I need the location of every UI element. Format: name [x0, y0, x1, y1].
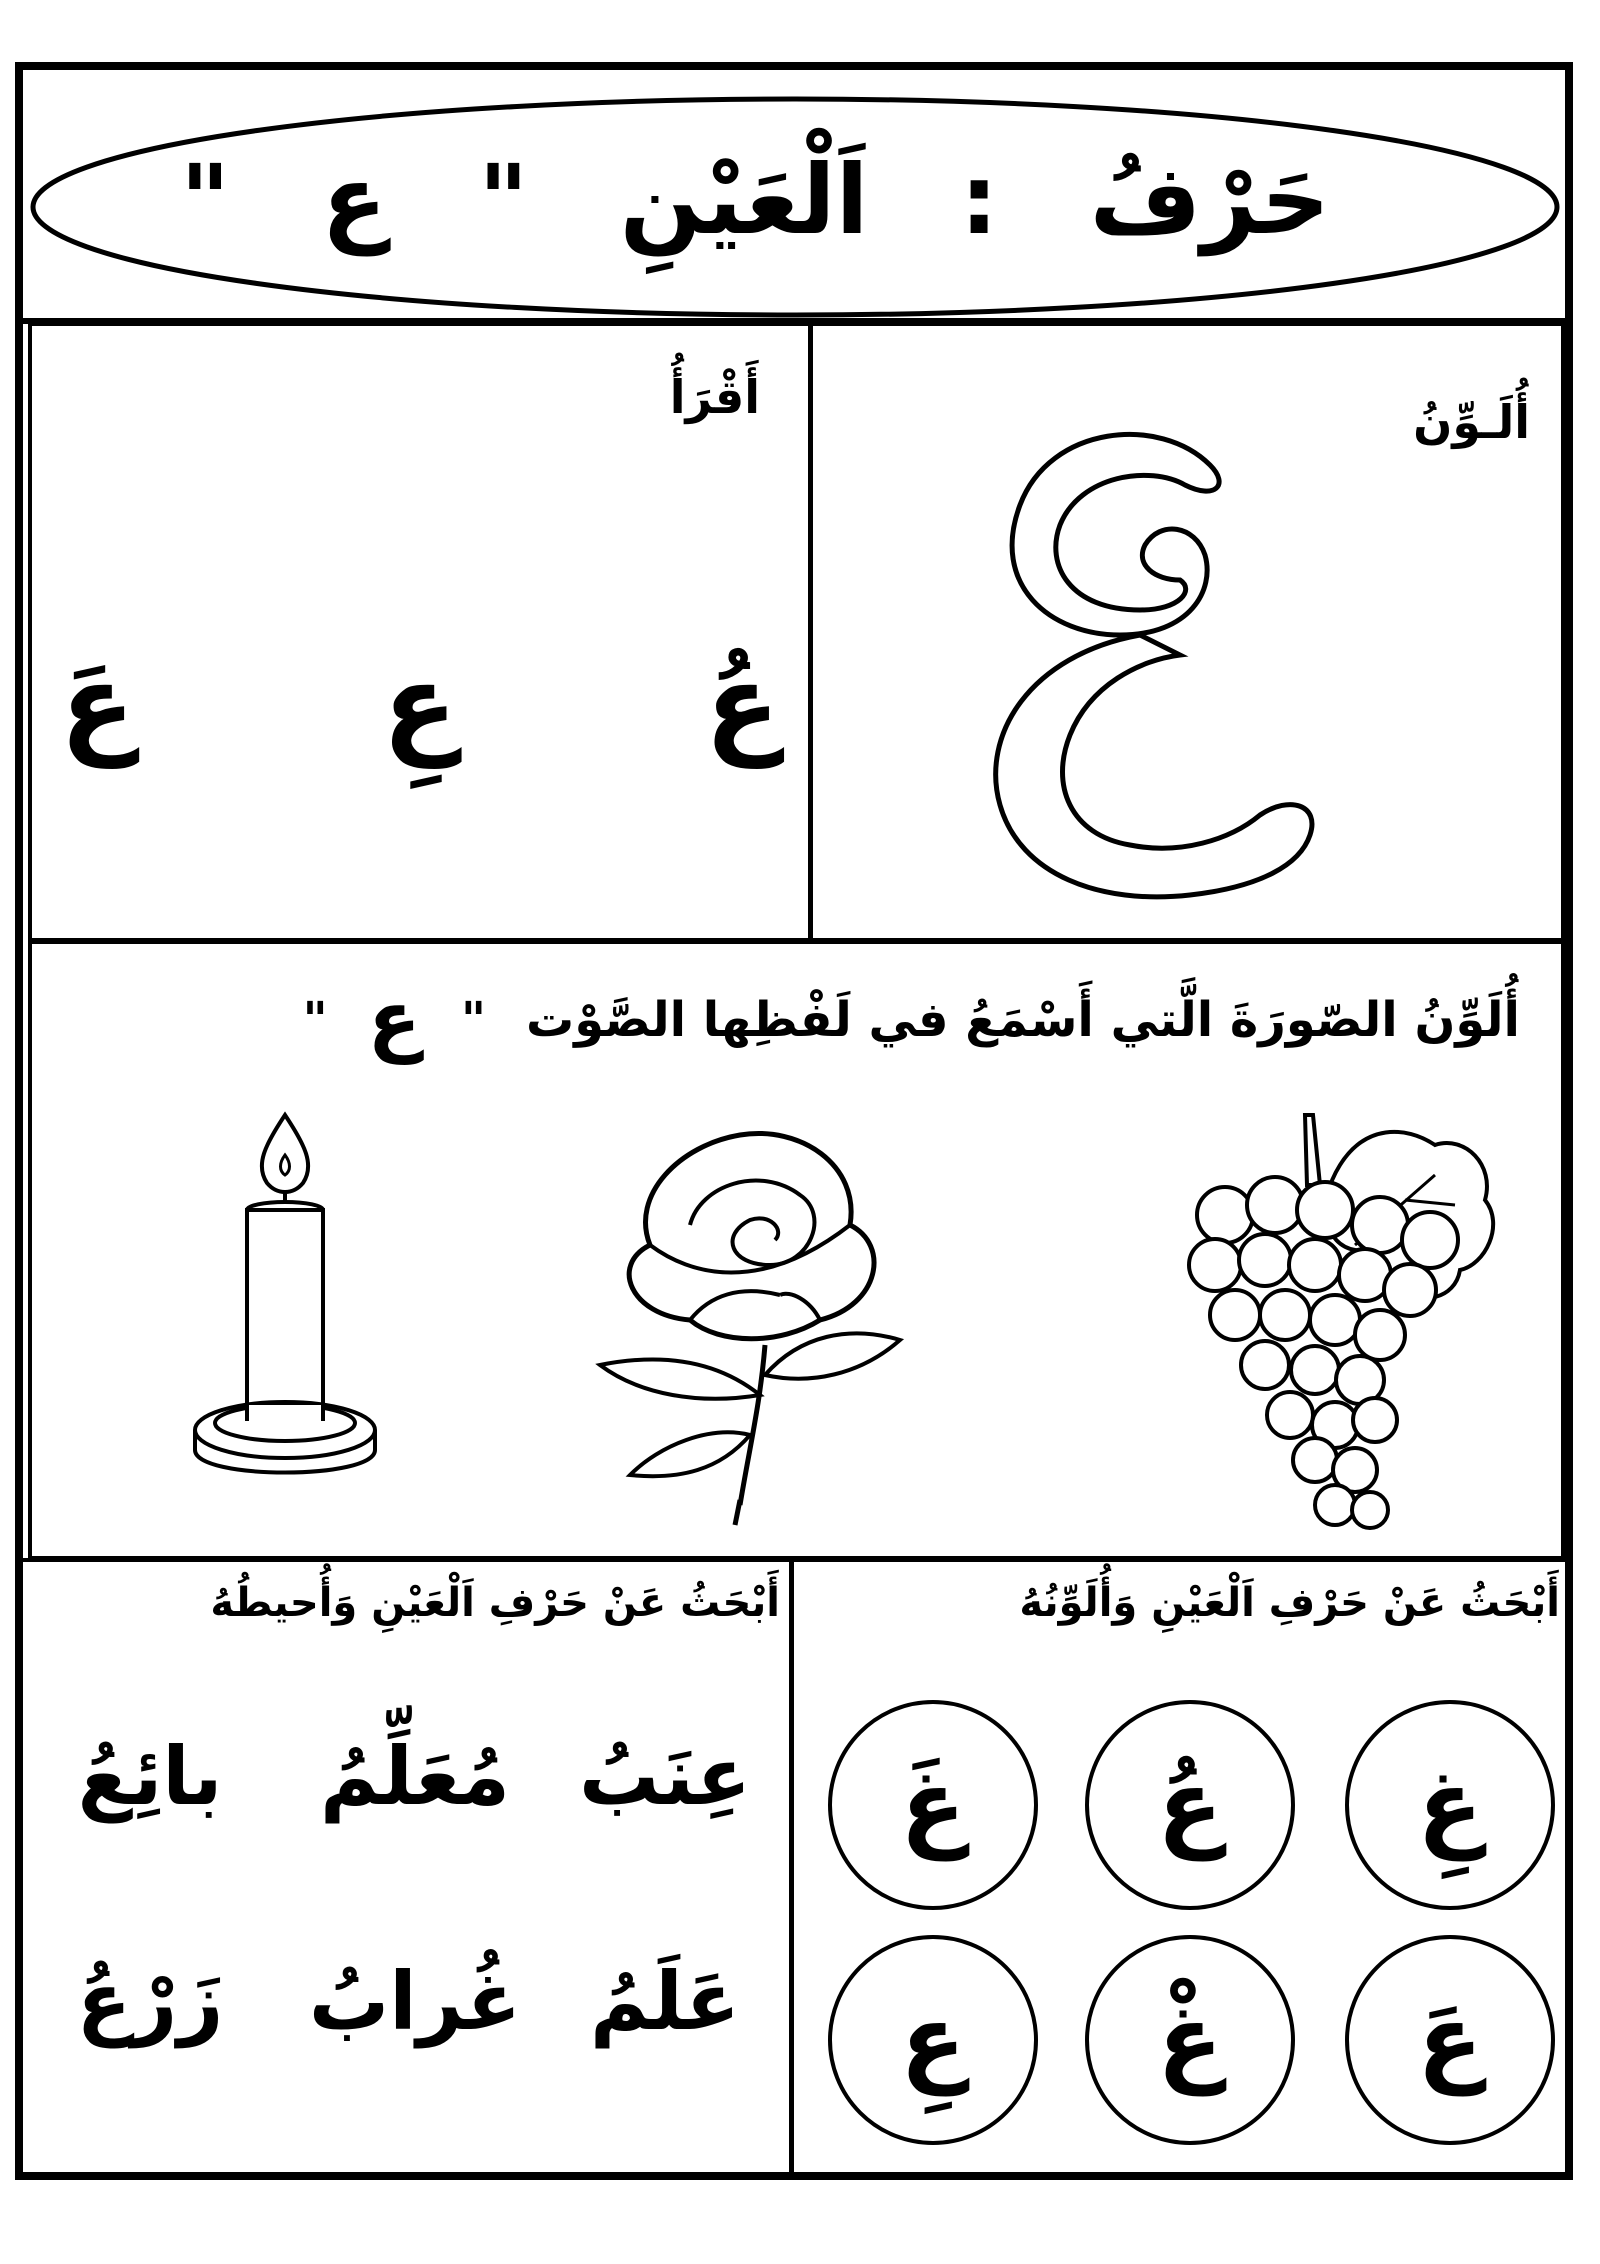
letter-circle[interactable]: غَ	[828, 1700, 1038, 1910]
letter-circle[interactable]: غْ	[1085, 1935, 1295, 2145]
read-letter: عُ	[704, 640, 780, 768]
read-letters	[60, 640, 780, 768]
title-colon: :	[959, 144, 999, 256]
read-heading: أَقْرَأُ	[669, 370, 760, 424]
color-heading: أُلَـوِّنُ	[1413, 395, 1530, 449]
word-item[interactable]: عَلَمُ	[589, 1955, 741, 2048]
grapes-icon[interactable]	[1175, 1105, 1515, 1545]
picture-instruction-text: أُلَوِّنُ الصّورَةَ الَّتي أَسْمَعُ في لَفْظِها الصَّوْت	[525, 992, 1520, 1048]
read-letter: عِ	[382, 640, 458, 768]
picture-letter: ع	[367, 975, 421, 1065]
title-letter-name: اَلْعَيْنِ	[619, 144, 869, 256]
word-item[interactable]: بائِعُ	[77, 1730, 223, 1823]
picture-quote-open: "	[460, 992, 486, 1048]
picture-quote-close: "	[302, 992, 328, 1048]
word-item[interactable]: زَرْعُ	[76, 1955, 224, 2048]
title-word: حَرْفُ	[1089, 144, 1330, 256]
letter-circle[interactable]: عِ	[828, 1935, 1038, 2145]
outline-letter-ain	[960, 395, 1360, 915]
find-circle-section	[15, 1558, 793, 2180]
find-color-heading: أَبْحَثُ عَنْ حَرْفِ اَلْعَيْنِ وَأُلَوِّنُهُ	[1019, 1580, 1560, 1626]
word-item[interactable]: عِنَبُ	[579, 1730, 751, 1823]
letter-circle[interactable]: غِ	[1345, 1700, 1555, 1910]
picture-instruction	[60, 975, 1520, 1065]
title-quote-close: "	[180, 144, 231, 256]
page-title	[180, 125, 1330, 275]
word-item[interactable]: غُرابُ	[308, 1955, 522, 2048]
read-letter: عَ	[60, 640, 136, 768]
find-circle-heading: أَبْحَثُ عَنْ حَرْفِ اَلْعَيْنِ وَأُحيطُهُ	[210, 1580, 780, 1626]
candle-icon[interactable]	[185, 1105, 385, 1495]
rose-icon[interactable]	[590, 1105, 910, 1545]
title-quote-open: "	[478, 144, 529, 256]
letter-circle[interactable]: عُ	[1085, 1700, 1295, 1910]
letter-circle[interactable]: عَ	[1345, 1935, 1555, 2145]
title-letter: ع	[321, 144, 388, 256]
word-item[interactable]: مُعَلِّمُ	[319, 1730, 511, 1823]
